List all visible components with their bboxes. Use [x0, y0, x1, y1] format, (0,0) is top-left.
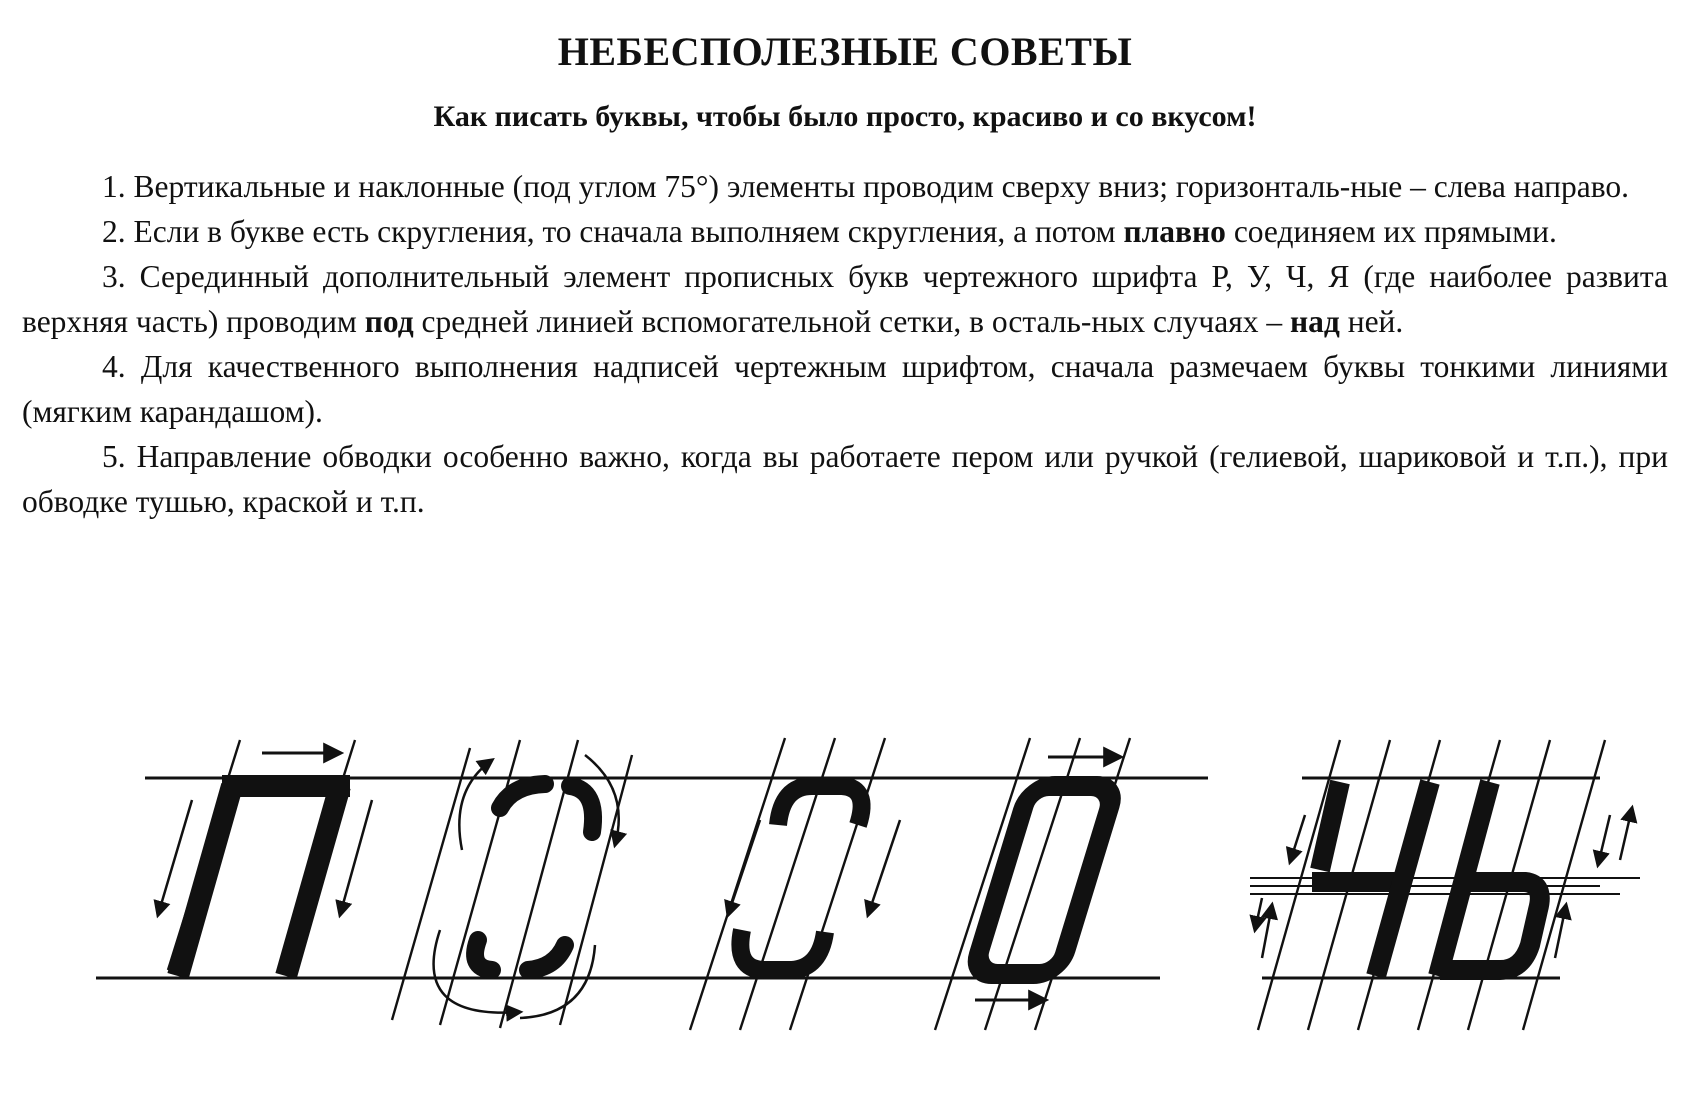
- tip-item: [22, 209, 1668, 254]
- tip-item: [22, 344, 1668, 434]
- tip-item: [22, 164, 1668, 209]
- tip-emphasis: над: [1290, 304, 1340, 339]
- letter-pe: [158, 753, 372, 976]
- page-subtitle: Как писать буквы, чтобы было просто, красиво и со вкусом!: [433, 100, 1257, 133]
- page-title: НЕБЕСПОЛЕЗНЫЕ СОВЕТЫ: [557, 29, 1133, 74]
- letter-o-phase-2: [973, 757, 1120, 1000]
- tip-number: 1.: [102, 169, 134, 204]
- letter-o-phase-1: [728, 786, 900, 970]
- tip-number: 3.: [102, 259, 140, 294]
- tip-text: Вертикальные и наклонные (под углом 75°) элементы проводим сверху вниз; горизонталь-ные – слева направо.: [133, 169, 1630, 204]
- tips-list: [22, 164, 1668, 524]
- tip-number: 4.: [102, 349, 141, 384]
- tip-item: [22, 434, 1668, 524]
- tip-text: ней.: [1339, 304, 1404, 339]
- tip-number: 5.: [102, 439, 137, 474]
- tip-text: Направление обводки особенно важно, когда вы работаете пером или ручкой (гелиевой, шариковой и т.п.), при обводке тушью, краской и т.п.: [22, 439, 1669, 519]
- lettering-figure: [0, 720, 1690, 1070]
- tip-text: Серединный дополнительный элемент прописных букв чертежного шрифта Р, У, Ч, Я (где наиболее развита верхняя часть) проводим: [22, 259, 1668, 339]
- tip-item: [22, 254, 1668, 344]
- tip-text: Если в букве есть скругления, то сначала выполняем скругления, а потом: [133, 214, 1124, 249]
- tip-text: средней линией вспомогательной сетки, в осталь-ных случаях –: [413, 304, 1290, 339]
- tip-number: 2.: [102, 214, 134, 249]
- right-grid: [1250, 740, 1640, 1030]
- tip-emphasis: под: [364, 304, 414, 339]
- tip-text: соединяем их прямыми.: [1225, 214, 1557, 249]
- tip-emphasis: плавно: [1123, 214, 1226, 249]
- lettering-illustration: [0, 720, 1690, 1070]
- tip-text: Для качественного выполнения надписей чертежным шрифтом, сначала размечаем буквы тонкими линиями (мягким карандашом).: [22, 349, 1668, 429]
